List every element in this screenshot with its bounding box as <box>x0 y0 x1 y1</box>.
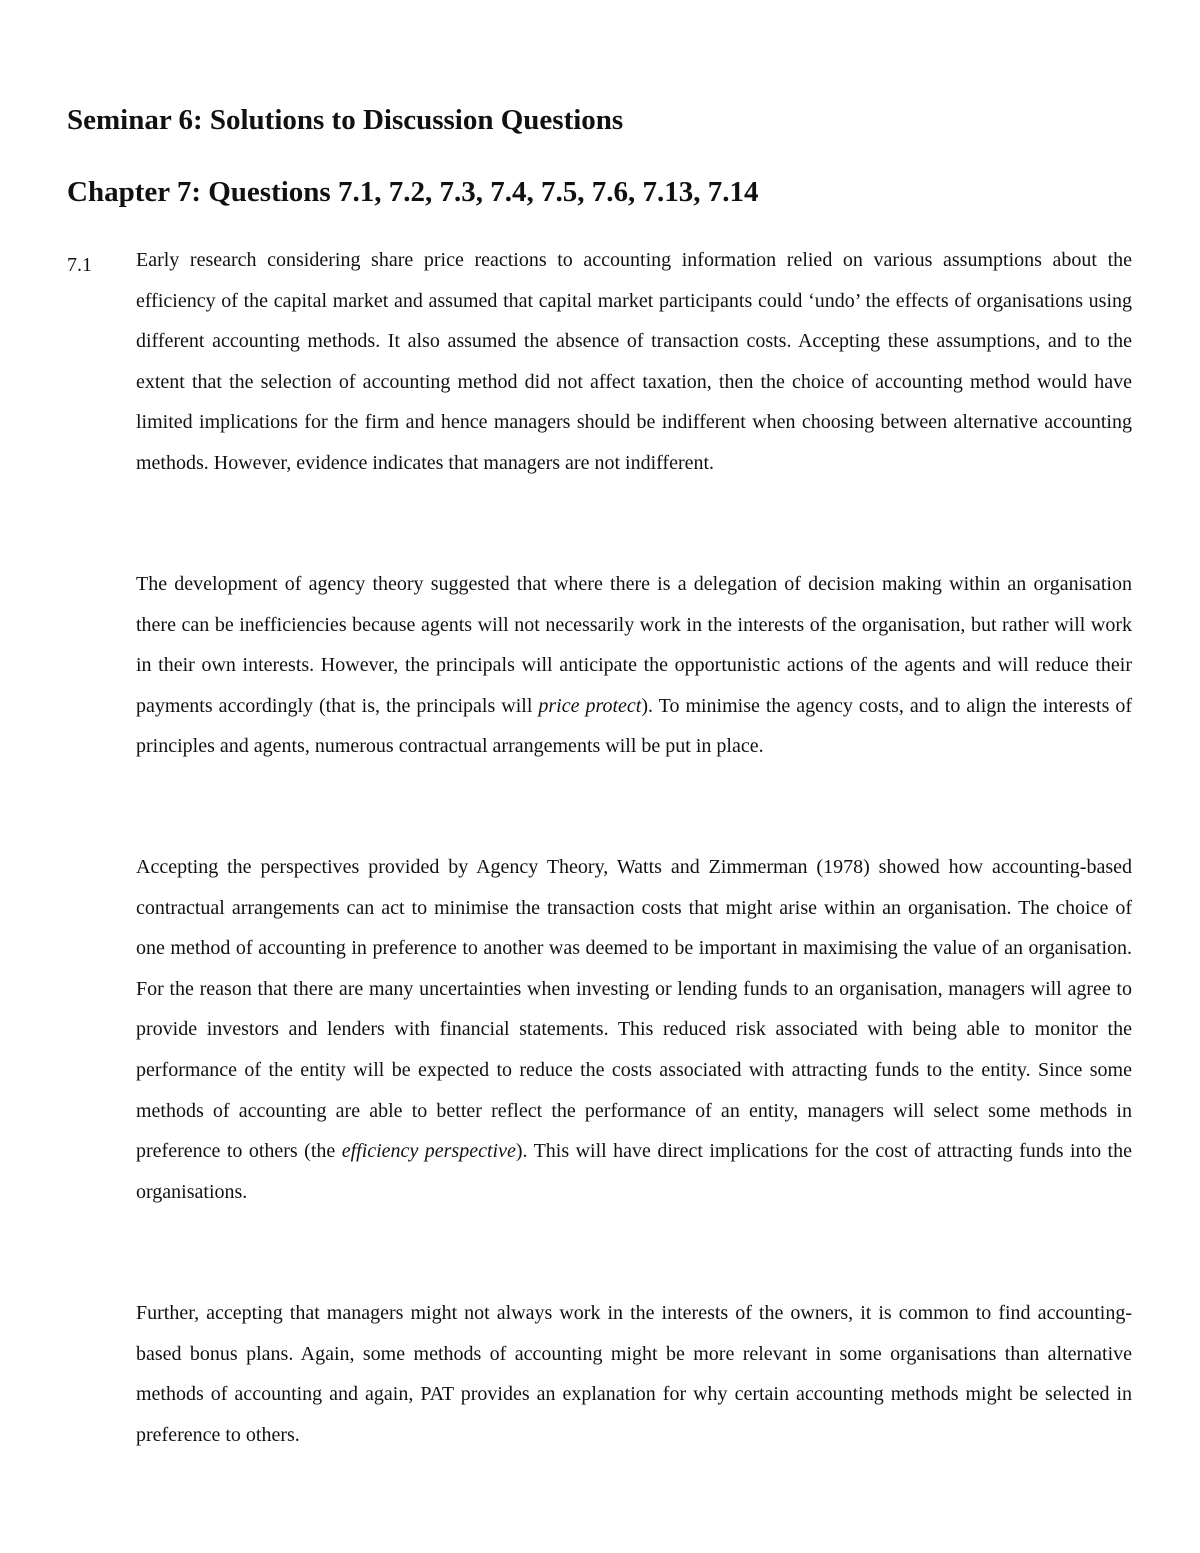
page-title: Seminar 6: Solutions to Discussion Questions <box>67 104 624 136</box>
paragraph-1: Early research considering share price reactions to accounting information relied on various assumptions about the efficiency of the capital market and assumed that capital market participants could ‘undo’ the effects of organisations using different accounting methods. It also assumed the absence of transaction costs. Accepting these assumptions, and to the extent that the selection of accounting method did not affect taxation, then the choice of accounting method would have limited implications for the firm and hence managers should be indifferent when choosing between alternative accounting methods. However, evidence indicates that managers are not indifferent. <box>136 249 1132 474</box>
paragraph-2 <box>136 564 1132 767</box>
paragraph-3-text-start: Accepting the perspectives provided by Agency Theory, Watts and Zimmerman (1978) showed how accounting-based contractual arrangements can act to minimise the transaction costs that might arise within an organisation. The choice of one method of accounting in preference to another was deemed to be important in maximising the value of an organisation. For the reason that there are many uncertainties when investing or lending funds to an organisation, managers will agree to provide investors and lenders with financial statements. This reduced risk associated with being able to monitor the performance of the entity will be expected to reduce the costs associated with attracting funds to the entity. Since some methods of accounting are able to better reflect the performance of an entity, managers will select some methods in preference to others (the <box>136 856 1132 1163</box>
paragraph-2-text-start: The development of agency theory suggested that where there is a delegation of decision making within an organisation there can be inefficiencies because agents will not necessarily work in the interests of the organisation, but rather will work in their own interests. However, the principals will anticipate the opportunistic actions of the agents and will reduce their payments accordingly (that is, the principals will <box>136 573 1132 717</box>
chapter-heading: Chapter 7: Questions 7.1, 7.2, 7.3, 7.4, 7.5, 7.6, 7.13, 7.14 <box>67 176 759 208</box>
paragraph-2-text-end: ). To minimise the agency costs, and to align the interests of principles and agents, numerous contractual arrangements will be put in place. <box>136 694 1132 758</box>
paragraph-3-text-end: ). This will have direct implications for the cost of attracting funds into the organisations. <box>136 1140 1132 1203</box>
paragraph-3-emphasis: efficiency perspective <box>341 1140 516 1163</box>
question-number: 7.1 <box>67 254 92 276</box>
paragraph-3 <box>136 847 1132 1212</box>
paragraph-2-emphasis: price protect <box>538 694 642 717</box>
paragraph-4: Further, accepting that managers might not always work in the interests of the owners, it is common to find accounting-based bonus plans. Again, some methods of accounting might be more relevant in some organisations than alternative methods of accounting and again, PAT provides an explanation for why certain accounting methods might be selected in preference to others. <box>136 1302 1132 1446</box>
